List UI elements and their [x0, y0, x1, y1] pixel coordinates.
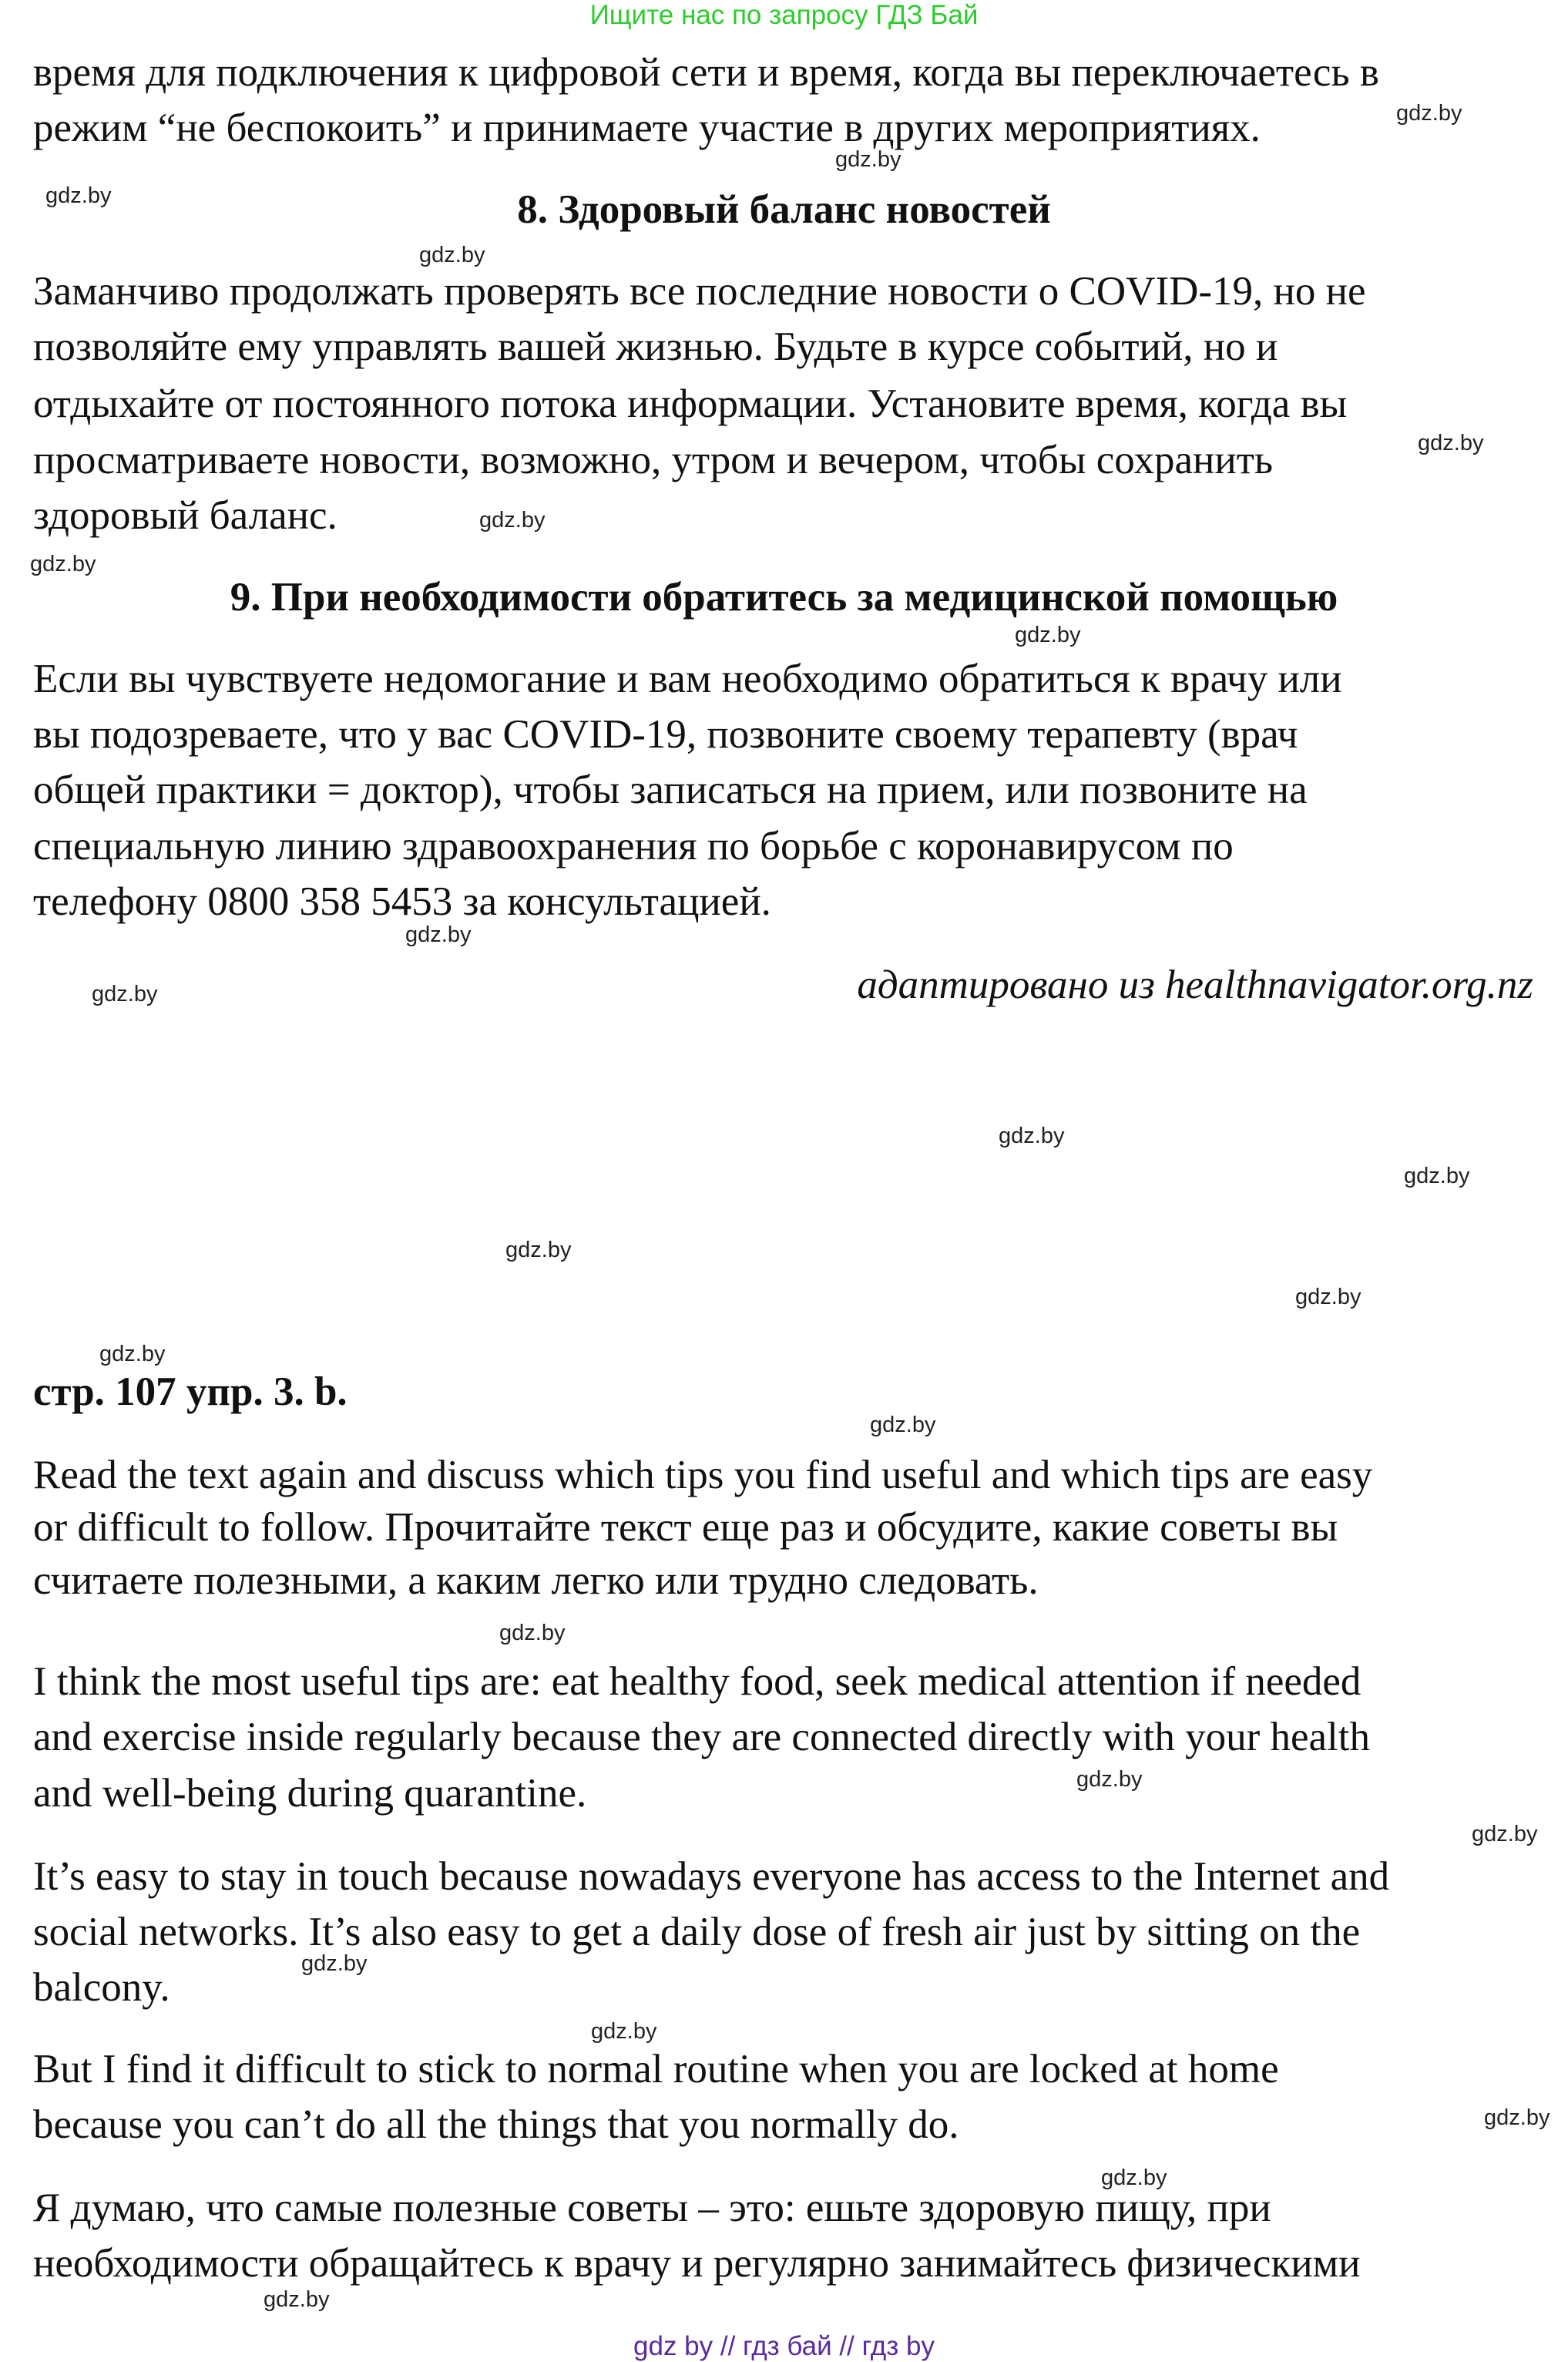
watermark: gdz.by	[92, 982, 158, 1006]
watermark: gdz.by	[45, 183, 112, 208]
watermark: gdz.by	[835, 147, 902, 172]
text-line: because you can’t do all the things that you normally do.	[33, 2102, 959, 2147]
text-line: Read the text again and discuss which tips you find useful and which tips are easy	[33, 1453, 1373, 1497]
text-line: общей практики = доктор), чтобы записаться на прием, или позвоните на	[33, 768, 1308, 812]
text-line: телефону 0800 358 5453 за консультацией.	[33, 879, 771, 924]
watermark: gdz.by	[1015, 623, 1081, 647]
watermark: gdz.by	[479, 508, 546, 533]
section-heading-9: 9. При необходимости обратитесь за медицинской помощью	[230, 575, 1338, 620]
text-line: Заманчиво продолжать проверять все последние новости о COVID-19, но не	[33, 269, 1366, 314]
watermark: gdz.by	[30, 552, 96, 576]
text-line: режим “не беспокоить” и принимаете участие в других мероприятиях.	[33, 106, 1261, 150]
watermark: gdz.by	[870, 1413, 936, 1437]
watermark: gdz.by	[1076, 1767, 1143, 1792]
watermark: gdz.by	[999, 1124, 1065, 1148]
watermark: gdz.by	[1396, 101, 1462, 126]
watermark: gdz.by	[1484, 2105, 1550, 2130]
text-line: здоровый баланс.	[33, 493, 337, 538]
text-line: просматриваете новости, возможно, утром и вечером, чтобы сохранить	[33, 438, 1274, 482]
footer-links[interactable]: gdz by // гдз бай // гдз by	[633, 2331, 935, 2361]
text-line: Если вы чувствуете недомогание и вам необходимо обратиться к врачу или	[33, 657, 1342, 701]
watermark: gdz.by	[499, 1621, 566, 1645]
text-line: It’s easy to stay in touch because nowadays everyone has access to the Internet and	[33, 1854, 1390, 1899]
text-line: balcony.	[33, 1965, 170, 2010]
text-line: считаете полезными, а каким легко или трудно следовать.	[33, 1558, 1039, 1603]
watermark: gdz.by	[1101, 2165, 1167, 2190]
watermark: gdz.by	[1404, 1164, 1470, 1188]
section-heading-8: 8. Здоровый баланс новостей	[517, 187, 1051, 232]
watermark: gdz.by	[505, 1238, 572, 1262]
exercise-heading: стр. 107 упр. 3. b.	[33, 1369, 348, 1414]
watermark: gdz.by	[301, 1951, 368, 1976]
text-line: or difficult to follow. Прочитайте текст еще раз и обсудите, какие советы вы	[33, 1505, 1338, 1550]
watermark: gdz.by	[591, 2019, 657, 2044]
text-line: and exercise inside regularly because they are connected directly with your health	[33, 1715, 1370, 1759]
search-banner: Ищите нас по запросу ГДЗ Бай	[589, 0, 979, 30]
text-line: social networks. It’s also easy to get a daily dose of fresh air just by sitting on the	[33, 1910, 1361, 1954]
watermark: gdz.by	[419, 243, 485, 267]
text-line: and well-being during quarantine.	[33, 1771, 587, 1816]
text-line: необходимости обращайтесь к врачу и регулярно занимайтесь физическими	[33, 2241, 1361, 2286]
watermark: gdz.by	[264, 2287, 330, 2312]
text-line: I think the most useful tips are: eat healthy food, seek medical attention if needed	[33, 1659, 1362, 1704]
watermark: gdz.by	[1472, 1822, 1538, 1846]
watermark: gdz.by	[405, 922, 472, 947]
text-line: But I find it difficult to stick to normal routine when you are locked at home	[33, 2047, 1279, 2092]
watermark: gdz.by	[1418, 431, 1484, 455]
source-attribution: адаптировано из healthnavigator.org.nz	[857, 963, 1533, 1007]
watermark: gdz.by	[99, 1342, 166, 1366]
text-line: специальную линию здравоохранения по борьбе с коронавирусом по	[33, 824, 1234, 869]
text-line: Я думаю, что самые полезные советы – это: ешьте здоровую пищу, при	[33, 2186, 1271, 2230]
text-line: отдыхайте от постоянного потока информации. Установите время, когда вы	[33, 381, 1348, 426]
watermark: gdz.by	[1295, 1285, 1362, 1309]
text-line: время для подключения к цифровой сети и время, когда вы переключаетесь в	[33, 50, 1379, 95]
text-line: позволяйте ему управлять вашей жизнью. Будьте в курсе событий, но и	[33, 324, 1278, 369]
text-line: вы подозреваете, что у вас COVID-19, позвоните своему терапевту (врач	[33, 712, 1298, 757]
